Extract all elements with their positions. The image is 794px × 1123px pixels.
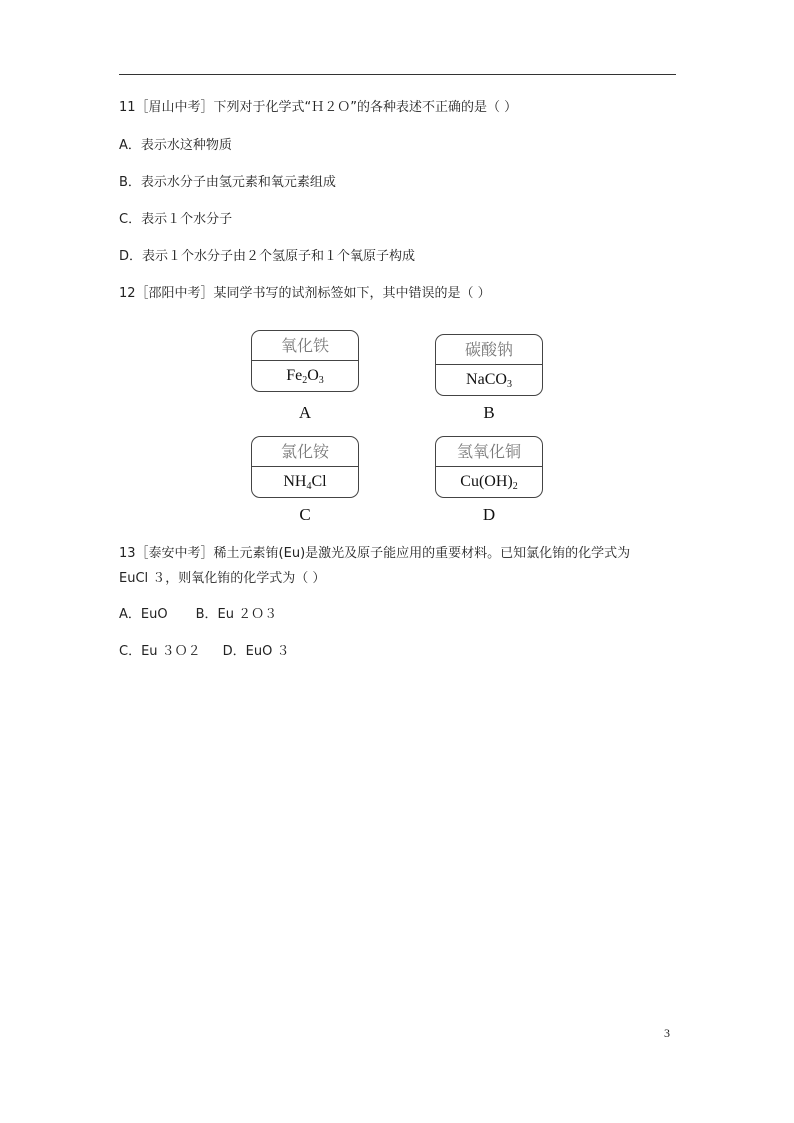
header-rule bbox=[119, 74, 676, 75]
label-letter-b: B bbox=[483, 403, 495, 422]
reagent-name: 氢氧化铜 bbox=[436, 437, 542, 467]
reagent-formula: $Cu(OH)_2$ bbox=[460, 473, 518, 492]
q11-option-c: C．表示１个水分子 bbox=[119, 212, 233, 227]
q11-option-a: A．表示水这种物质 bbox=[119, 138, 232, 153]
reagent-name: 氧化铁 bbox=[252, 331, 358, 361]
reagent-formula: NaCO$_3$ bbox=[466, 371, 512, 390]
q11-option-d: D．表示１个水分子由２个氢原子和１个氧原子构成 bbox=[119, 249, 416, 264]
reagent-formula: $NH_4Cl$ bbox=[283, 473, 327, 492]
q13-stem-line1: 13［泰安中考］稀土元素铕(Eu)是激光及原子能应用的重要材料。已知氯化铕的化学式为 bbox=[119, 546, 631, 561]
reagent-name: 氯化铵 bbox=[252, 437, 358, 467]
q13-options-row1 bbox=[119, 606, 277, 624]
label-letter-a: A bbox=[298, 403, 312, 422]
q11-stem: 11［眉山中考］下列对于化学式“Ｈ２Ｏ”的各种表述不正确的是（ ） bbox=[119, 100, 518, 115]
reagent-label-c bbox=[251, 436, 359, 498]
q13-option-b: B．Eu ２Ｏ３ bbox=[195, 607, 278, 622]
reagent-name: 碳酸钠 bbox=[436, 335, 542, 365]
q12-stem: 12［邵阳中考］某同学书写的试剂标签如下，其中错误的是（ ） bbox=[119, 286, 491, 301]
q13-options-row2 bbox=[119, 643, 290, 661]
reagent-formula: $Fe_2O_3$ bbox=[286, 367, 324, 386]
label-letter-d: D bbox=[482, 505, 496, 524]
reagent-label-a bbox=[251, 330, 359, 392]
reagent-label-b bbox=[435, 334, 543, 396]
q11-option-b: B．表示水分子由氢元素和氧元素组成 bbox=[119, 175, 336, 190]
reagent-label-d bbox=[435, 436, 543, 498]
page-number: 3 bbox=[664, 1026, 670, 1040]
label-letter-c: C bbox=[299, 505, 311, 524]
q13-stem-line2: EuCl ３，则氧化铕的化学式为（ ） bbox=[119, 571, 326, 586]
q13-option-a: A．EuO bbox=[119, 607, 168, 622]
q13-option-d: D．EuO ３ bbox=[222, 644, 290, 659]
q13-option-c: C．Eu ３Ｏ２ bbox=[119, 644, 201, 659]
